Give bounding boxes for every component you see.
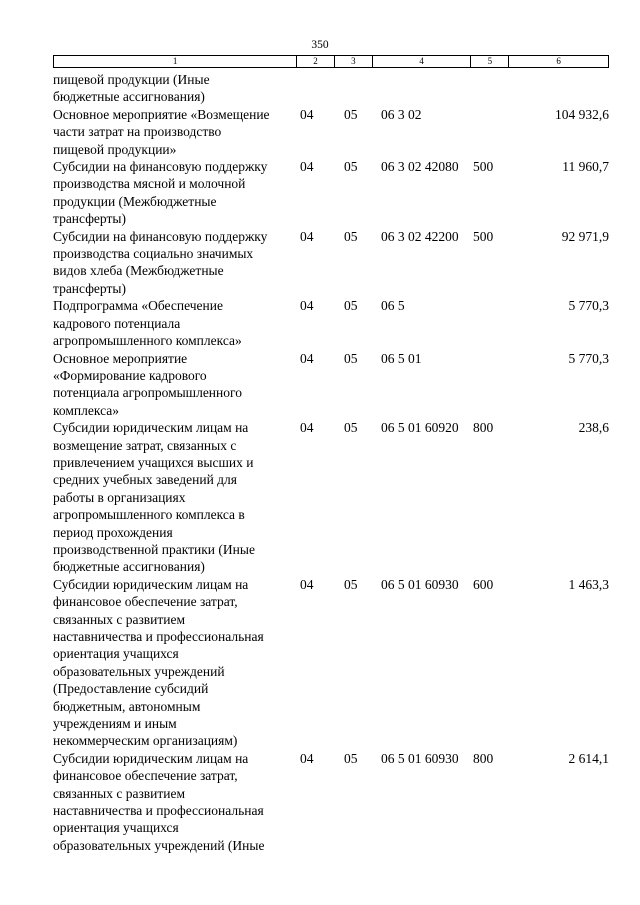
row-amount: 5 770,3 xyxy=(568,298,609,314)
header-col-6: 6 xyxy=(556,56,561,66)
table-row xyxy=(53,419,609,576)
row-name: Субсидии на финансовую поддержку производства социально значимых видов хлеба (Межбюджетные трансферты) xyxy=(53,228,268,296)
row-name: Субсидии на финансовую поддержку производства мясной и молочной продукции (Межбюджетные трансферты) xyxy=(53,159,268,227)
table-row xyxy=(53,576,609,750)
row-expense-type: 500 xyxy=(473,228,494,244)
row-amount: 11 960,7 xyxy=(562,159,609,175)
row-name: пищевой продукции (Иные бюджетные ассигнования) xyxy=(53,72,210,105)
row-name: Основное мероприятие «Формирование кадрового потенциала агропромышленного комплекса» xyxy=(53,350,242,418)
header-col-5: 5 xyxy=(471,56,509,67)
row-section: 04 xyxy=(300,298,314,314)
row-expense-type: 500 xyxy=(473,159,494,175)
row-amount: 1 463,3 xyxy=(568,576,609,592)
row-expense-type: 800 xyxy=(473,420,494,436)
row-expense-type: 600 xyxy=(473,576,494,592)
table-row xyxy=(53,350,609,420)
row-section: 04 xyxy=(300,576,314,592)
table-row xyxy=(53,750,609,854)
row-target-code: 06 3 02 xyxy=(381,106,422,122)
row-subsection: 05 xyxy=(344,420,358,436)
header-col-4: 4 xyxy=(373,56,472,67)
row-amount: 104 932,6 xyxy=(555,106,609,122)
table-row xyxy=(53,297,609,349)
row-expense-type: 800 xyxy=(473,750,494,766)
row-target-code: 06 3 02 42200 xyxy=(381,228,459,244)
row-target-code: 06 5 01 xyxy=(381,350,422,366)
row-amount: 5 770,3 xyxy=(568,350,609,366)
page-number: 350 xyxy=(311,39,329,51)
row-amount: 2 614,1 xyxy=(568,750,609,766)
row-section: 04 xyxy=(300,228,314,244)
row-subsection: 05 xyxy=(344,350,358,366)
row-name: Субсидии юридическим лицам на финансовое обеспечение затрат, связанных с развитием наставничества и профессиональная ориентация учащихся образовательных учреждений (Иные xyxy=(53,750,265,853)
table-body xyxy=(53,71,609,854)
row-name: Субсидии юридическим лицам на возмещение затрат, связанных с привлечением учащихся высших и средних учебных заведений для работы в организациях агропромышленного комплекса в период прохождения производственной практики (Иные бюджетные ассигнования) xyxy=(53,420,255,575)
row-name: Субсидии юридическим лицам на финансовое обеспечение затрат, связанных с развитием наставничества и профессиональная ориентация учащихся образовательных учреждений (Предоставление субсидий бюджетным, автономным учреждениям и иным некоммерческим организациям) xyxy=(53,576,264,749)
table-row xyxy=(53,228,609,298)
header-col-3: 3 xyxy=(335,56,373,67)
row-section: 04 xyxy=(300,159,314,175)
row-name: Основное мероприятие «Возмещение части затрат на производство пищевой продукции» xyxy=(53,106,270,157)
row-subsection: 05 xyxy=(344,159,358,175)
row-target-code: 06 5 01 60930 xyxy=(381,576,459,592)
row-amount: 92 971,9 xyxy=(561,228,609,244)
row-subsection: 05 xyxy=(344,750,358,766)
row-name: Подпрограмма «Обеспечение кадрового потенциала агропромышленного комплекса» xyxy=(53,298,242,349)
row-subsection: 05 xyxy=(344,228,358,244)
header-col-1: 1 xyxy=(54,56,297,67)
row-target-code: 06 5 xyxy=(381,298,405,314)
row-target-code: 06 5 01 60930 xyxy=(381,750,459,766)
row-section: 04 xyxy=(300,350,314,366)
row-section: 04 xyxy=(300,420,314,436)
table-row xyxy=(53,71,609,106)
row-section: 04 xyxy=(300,750,314,766)
row-amount: 238,6 xyxy=(578,420,609,436)
row-target-code: 06 5 01 60920 xyxy=(381,420,459,436)
row-target-code: 06 3 02 42080 xyxy=(381,159,459,175)
row-subsection: 05 xyxy=(344,298,358,314)
table-header xyxy=(53,55,609,68)
table-row xyxy=(53,158,609,228)
row-subsection: 05 xyxy=(344,106,358,122)
table-row xyxy=(53,106,609,158)
row-subsection: 05 xyxy=(344,576,358,592)
header-col-2: 2 xyxy=(297,56,335,67)
row-section: 04 xyxy=(300,106,314,122)
